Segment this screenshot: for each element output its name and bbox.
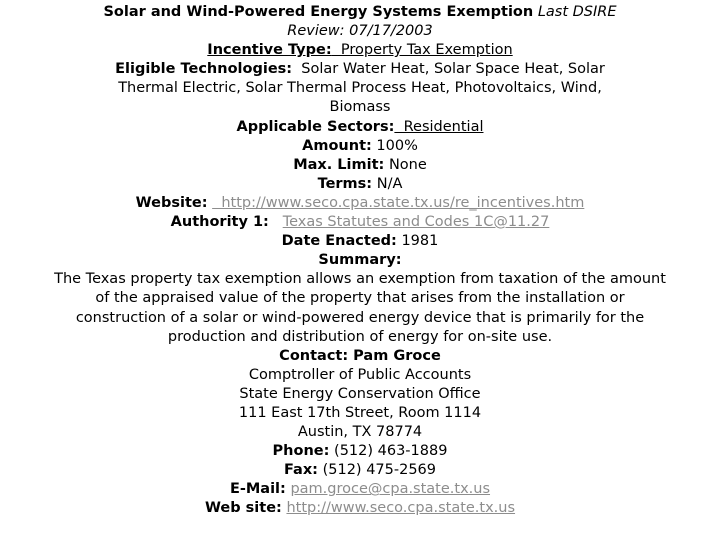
contact-city: Austin, TX 78774 bbox=[297, 424, 423, 441]
summary-text: The Texas property tax exemption allows an exemption from taxation of the amount of the appraised value of the property that arises from the installation or construction of a solar or wind-powered energy device that is primarily for the production and distribution of energy for on-site use. bbox=[54, 271, 666, 345]
contact-street: 111 East 17th Street, Room 1114 bbox=[238, 404, 482, 421]
eligible-technologies-cont2: Biomass bbox=[329, 99, 391, 116]
max-limit: Max. Limit: None bbox=[293, 156, 427, 173]
amount: Amount: 100% bbox=[302, 137, 418, 154]
summary-heading: Summary: bbox=[318, 252, 402, 269]
review-date: Review: 07/17/2003 bbox=[287, 23, 433, 40]
contact-phone: Phone: (512) 463-1889 bbox=[272, 443, 448, 460]
eligible-technologies: Eligible Technologies: Solar Water Heat, Solar Space Heat, Solar bbox=[115, 61, 605, 78]
contact-name: Contact: Pam Groce bbox=[279, 347, 441, 364]
eligible-technologies-cont: Thermal Electric, Solar Thermal Process Heat, Photovoltaics, Wind, bbox=[118, 80, 602, 97]
email-link[interactable]: pam.groce@cpa.state.tx.us bbox=[290, 481, 491, 498]
applicable-sectors: Applicable Sectors: Residential bbox=[236, 118, 484, 135]
contact-org: Comptroller of Public Accounts bbox=[248, 366, 472, 383]
authority-link[interactable]: Texas Statutes and Codes 1C@11.27 bbox=[282, 214, 550, 231]
website-link[interactable]: http://www.seco.cpa.state.tx.us/re_incentives.htm bbox=[212, 194, 585, 211]
contact-email: E-Mail: pam.groce@cpa.state.tx.us bbox=[229, 481, 491, 498]
incentive-type: Incentive Type: Property Tax Exemption bbox=[207, 42, 513, 59]
contact-fax: Fax: (512) 475-2569 bbox=[283, 462, 437, 479]
authority: Authority 1: Texas Statutes and Codes 1C@11.27 bbox=[170, 214, 550, 231]
title-line bbox=[0, 3, 720, 22]
last-dsire-label: Last DSIRE bbox=[537, 4, 617, 20]
contact-website: Web site: http://www.seco.cpa.state.tx.us bbox=[204, 500, 516, 517]
contact-office: State Energy Conservation Office bbox=[239, 385, 481, 402]
contact-web-link[interactable]: http://www.seco.cpa.state.tx.us bbox=[286, 500, 516, 517]
document-title: Solar and Wind-Powered Energy Systems Exemption bbox=[103, 4, 534, 20]
date-enacted: Date Enacted: 1981 bbox=[281, 233, 439, 250]
terms: Terms: N/A bbox=[317, 175, 403, 192]
website: Website: http://www.seco.cpa.state.tx.us/re_incentives.htm bbox=[135, 194, 585, 211]
